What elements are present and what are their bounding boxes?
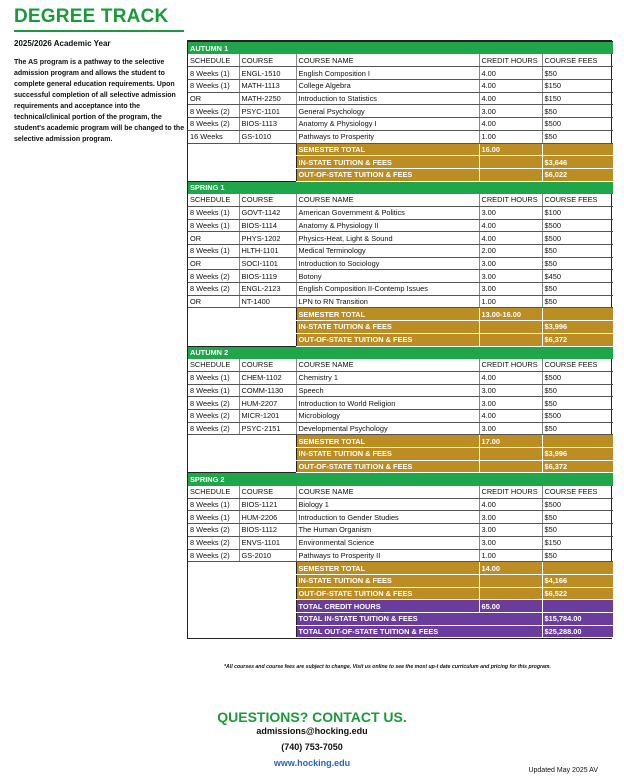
contact-phone: (740) 753-7050 bbox=[281, 742, 343, 752]
course-code: PHYS-1202 bbox=[239, 232, 296, 245]
page-title: DEGREE TRACK bbox=[14, 6, 169, 27]
semester-total-value: 16.00 bbox=[479, 143, 542, 156]
table-row bbox=[188, 67, 613, 80]
semester-total-value: 13.00-16.00 bbox=[479, 308, 542, 321]
course-schedule: 8 Weeks (1) bbox=[188, 384, 239, 397]
in-state-value: $3,646 bbox=[542, 156, 613, 169]
course-credits: 4.00 bbox=[479, 118, 542, 131]
course-fee: $50 bbox=[542, 524, 613, 537]
table-row bbox=[188, 130, 613, 143]
course-credits: 1.00 bbox=[479, 295, 542, 308]
course-credits: 3.00 bbox=[479, 397, 542, 410]
term-header-row bbox=[188, 473, 613, 486]
table-row bbox=[188, 105, 613, 118]
title-divider bbox=[14, 30, 184, 32]
in-state-label: IN-STATE TUITION & FEES bbox=[296, 448, 479, 461]
course-schedule: 8 Weeks (2) bbox=[188, 549, 239, 562]
course-credits: 3.00 bbox=[479, 257, 542, 270]
course-credits: 3.00 bbox=[479, 206, 542, 219]
course-credits: 3.00 bbox=[479, 422, 542, 435]
course-credits: 1.00 bbox=[479, 130, 542, 143]
course-header: COURSE bbox=[239, 359, 296, 372]
table-row bbox=[188, 219, 613, 232]
in-state-row bbox=[188, 574, 613, 587]
term-header-row bbox=[188, 181, 613, 194]
course-schedule: 8 Weeks (2) bbox=[188, 409, 239, 422]
course-fee: $50 bbox=[542, 245, 613, 258]
column-header-row bbox=[188, 194, 613, 207]
out-of-state-value: $6,022 bbox=[542, 168, 613, 181]
semester-total-value: 17.00 bbox=[479, 435, 542, 448]
blank-gold-cell bbox=[479, 587, 542, 600]
total-out-of-state-value: $25,288.00 bbox=[542, 625, 613, 638]
blank-cell bbox=[188, 435, 296, 448]
semester-total-label: SEMESTER TOTAL bbox=[296, 435, 479, 448]
in-state-row bbox=[188, 448, 613, 461]
course-fee: $150 bbox=[542, 92, 613, 105]
course-fee: $500 bbox=[542, 219, 613, 232]
course-fees-header: COURSE FEES bbox=[542, 359, 613, 372]
course-name: Pathways to Prosperity II bbox=[296, 549, 479, 562]
course-credits: 1.00 bbox=[479, 549, 542, 562]
course-header: COURSE bbox=[239, 54, 296, 67]
academic-year: 2025/2026 Academic Year bbox=[14, 39, 111, 48]
course-name: Anatomy & Physiology II bbox=[296, 219, 479, 232]
course-schedule: 8 Weeks (1) bbox=[188, 371, 239, 384]
blank-cell bbox=[188, 168, 296, 181]
blank-purple-cell bbox=[542, 600, 613, 613]
course-credits: 4.00 bbox=[479, 92, 542, 105]
semester-total-row bbox=[188, 435, 613, 448]
out-of-state-label: OUT-OF-STATE TUITION & FEES bbox=[296, 168, 479, 181]
in-state-row bbox=[188, 321, 613, 334]
out-of-state-row bbox=[188, 587, 613, 600]
out-of-state-value: $6,372 bbox=[542, 460, 613, 473]
course-credits: 4.00 bbox=[479, 409, 542, 422]
course-fee: $50 bbox=[542, 67, 613, 80]
out-of-state-label: OUT-OF-STATE TUITION & FEES bbox=[296, 333, 479, 346]
course-code: CHEM-1102 bbox=[239, 371, 296, 384]
semester-total-value: 14.00 bbox=[479, 562, 542, 575]
table-row bbox=[188, 206, 613, 219]
course-schedule: 8 Weeks (2) bbox=[188, 422, 239, 435]
course-code: MATH-1113 bbox=[239, 80, 296, 93]
course-name-header: COURSE NAME bbox=[296, 54, 479, 67]
table-row bbox=[188, 270, 613, 283]
table-row bbox=[188, 295, 613, 308]
course-fee: $500 bbox=[542, 409, 613, 422]
total-credit-row bbox=[188, 600, 613, 613]
course-code: BIOS-1121 bbox=[239, 498, 296, 511]
course-name: Medical Terminology bbox=[296, 245, 479, 258]
total-in-state-label: TOTAL IN-STATE TUITION & FEES bbox=[296, 612, 542, 625]
course-code: COMM-1130 bbox=[239, 384, 296, 397]
course-name: Introduction to Sociology bbox=[296, 257, 479, 270]
course-code: HUM-2206 bbox=[239, 511, 296, 524]
out-of-state-row bbox=[188, 168, 613, 181]
course-name: LPN to RN Transition bbox=[296, 295, 479, 308]
course-name: American Government & Politics bbox=[296, 206, 479, 219]
table-row bbox=[188, 498, 613, 511]
blank-gold-cell bbox=[542, 562, 613, 575]
in-state-label: IN-STATE TUITION & FEES bbox=[296, 321, 479, 334]
in-state-value: $3,996 bbox=[542, 448, 613, 461]
course-name: Chemistry 1 bbox=[296, 371, 479, 384]
course-header: COURSE bbox=[239, 486, 296, 499]
term-name: SPRING 2 bbox=[188, 473, 613, 486]
course-fee: $500 bbox=[542, 371, 613, 384]
course-name: Biology 1 bbox=[296, 498, 479, 511]
course-schedule: OR bbox=[188, 295, 239, 308]
course-fee: $50 bbox=[542, 397, 613, 410]
course-fee: $100 bbox=[542, 206, 613, 219]
course-credits: 4.00 bbox=[479, 219, 542, 232]
blank-cell bbox=[188, 625, 296, 638]
course-code: NT-1400 bbox=[239, 295, 296, 308]
table-row bbox=[188, 283, 613, 296]
course-fee: $450 bbox=[542, 270, 613, 283]
table-row bbox=[188, 80, 613, 93]
course-code: BIOS-1119 bbox=[239, 270, 296, 283]
course-schedule: 8 Weeks (1) bbox=[188, 80, 239, 93]
course-code: PSYC-1101 bbox=[239, 105, 296, 118]
course-name: Botony bbox=[296, 270, 479, 283]
blank-cell bbox=[188, 333, 296, 346]
out-of-state-label: OUT-OF-STATE TUITION & FEES bbox=[296, 587, 479, 600]
column-header-row bbox=[188, 486, 613, 499]
course-name: Developmental Psychology bbox=[296, 422, 479, 435]
course-schedule: 8 Weeks (1) bbox=[188, 498, 239, 511]
contact-email[interactable]: admissions@hocking.edu bbox=[256, 726, 368, 736]
disclaimer: *All courses and course fees are subject to change. Visit us online to see the most up-t date curriculum and pricing for this program. bbox=[224, 664, 551, 670]
course-fee: $50 bbox=[542, 257, 613, 270]
credit-hours-header: CREDIT HOURS bbox=[479, 486, 542, 499]
course-schedule: 8 Weeks (2) bbox=[188, 524, 239, 537]
term-header-row bbox=[188, 42, 613, 55]
blank-gold-cell bbox=[479, 168, 542, 181]
course-fees-header: COURSE FEES bbox=[542, 486, 613, 499]
table-row bbox=[188, 536, 613, 549]
blank-gold-cell bbox=[542, 435, 613, 448]
blank-cell bbox=[188, 156, 296, 169]
total-in-state-row bbox=[188, 612, 613, 625]
credit-hours-header: CREDIT HOURS bbox=[479, 194, 542, 207]
blank-cell bbox=[188, 143, 296, 156]
table-row bbox=[188, 524, 613, 537]
degree-track-table bbox=[187, 40, 612, 639]
course-schedule: 8 Weeks (2) bbox=[188, 105, 239, 118]
total-in-state-value: $15,784.00 bbox=[542, 612, 613, 625]
blank-cell bbox=[188, 587, 296, 600]
course-code: ENVS-1101 bbox=[239, 536, 296, 549]
course-code: GS-2010 bbox=[239, 549, 296, 562]
semester-total-row bbox=[188, 562, 613, 575]
course-fee: $50 bbox=[542, 549, 613, 562]
course-schedule: 8 Weeks (2) bbox=[188, 270, 239, 283]
course-fee: $50 bbox=[542, 422, 613, 435]
course-fee: $50 bbox=[542, 384, 613, 397]
course-header: COURSE bbox=[239, 194, 296, 207]
course-fees-header: COURSE FEES bbox=[542, 54, 613, 67]
course-schedule: 8 Weeks (2) bbox=[188, 118, 239, 131]
table-row bbox=[188, 257, 613, 270]
total-out-of-state-row bbox=[188, 625, 613, 638]
course-schedule: OR bbox=[188, 232, 239, 245]
in-state-label: IN-STATE TUITION & FEES bbox=[296, 156, 479, 169]
blank-cell bbox=[188, 308, 296, 321]
course-credits: 3.00 bbox=[479, 511, 542, 524]
course-schedule: 8 Weeks (2) bbox=[188, 283, 239, 296]
blank-gold-cell bbox=[542, 308, 613, 321]
blank-cell bbox=[188, 448, 296, 461]
semester-total-row bbox=[188, 143, 613, 156]
in-state-label: IN-STATE TUITION & FEES bbox=[296, 574, 479, 587]
course-fee: $50 bbox=[542, 283, 613, 296]
in-state-value: $3,996 bbox=[542, 321, 613, 334]
table-row bbox=[188, 371, 613, 384]
semester-total-label: SEMESTER TOTAL bbox=[296, 562, 479, 575]
course-schedule: 8 Weeks (1) bbox=[188, 245, 239, 258]
course-credits: 3.00 bbox=[479, 270, 542, 283]
course-name: College Algebra bbox=[296, 80, 479, 93]
course-fee: $150 bbox=[542, 80, 613, 93]
course-credits: 2.00 bbox=[479, 245, 542, 258]
table-row bbox=[188, 245, 613, 258]
total-credit-value: 65.00 bbox=[479, 600, 542, 613]
table-row bbox=[188, 232, 613, 245]
course-credits: 3.00 bbox=[479, 536, 542, 549]
course-credits: 4.00 bbox=[479, 498, 542, 511]
contact-heading: QUESTIONS? CONTACT US. bbox=[217, 709, 407, 725]
course-fee: $500 bbox=[542, 118, 613, 131]
out-of-state-row bbox=[188, 460, 613, 473]
course-fee: $150 bbox=[542, 536, 613, 549]
blank-gold-cell bbox=[479, 321, 542, 334]
course-schedule: OR bbox=[188, 92, 239, 105]
table-row bbox=[188, 409, 613, 422]
course-name: Speech bbox=[296, 384, 479, 397]
blank-cell bbox=[188, 460, 296, 473]
course-code: ENGL-2123 bbox=[239, 283, 296, 296]
table-row bbox=[188, 511, 613, 524]
course-name-header: COURSE NAME bbox=[296, 486, 479, 499]
blank-gold-cell bbox=[479, 460, 542, 473]
column-header-row bbox=[188, 359, 613, 372]
blank-cell bbox=[188, 574, 296, 587]
course-code: MATH-2250 bbox=[239, 92, 296, 105]
course-name-header: COURSE NAME bbox=[296, 194, 479, 207]
term-header-row bbox=[188, 346, 613, 359]
course-code: BIOS-1112 bbox=[239, 524, 296, 537]
course-name-header: COURSE NAME bbox=[296, 359, 479, 372]
course-name: Microbiology bbox=[296, 409, 479, 422]
course-name: Physics-Heat, Light & Sound bbox=[296, 232, 479, 245]
blank-cell bbox=[188, 562, 296, 575]
course-fee: $50 bbox=[542, 295, 613, 308]
course-credits: 4.00 bbox=[479, 67, 542, 80]
table-row bbox=[188, 118, 613, 131]
course-code: GOVT-1142 bbox=[239, 206, 296, 219]
course-fee: $50 bbox=[542, 511, 613, 524]
intro-paragraph: The AS program is a pathway to the selective admission program and allows the student to complete general education requirements. Upon successful completion of all selective admission requirements and acceptance into the technical/clinical portion of the program, the student's academic program will be changed to the selective admission program. bbox=[14, 59, 185, 143]
in-state-row bbox=[188, 156, 613, 169]
course-fee: $500 bbox=[542, 498, 613, 511]
course-credits: 4.00 bbox=[479, 371, 542, 384]
course-code: ENGL-1510 bbox=[239, 67, 296, 80]
schedule-header: SCHEDULE bbox=[188, 194, 239, 207]
course-credits: 4.00 bbox=[479, 232, 542, 245]
blank-gold-cell bbox=[479, 333, 542, 346]
course-name: Pathways to Prosperity bbox=[296, 130, 479, 143]
course-schedule: 8 Weeks (1) bbox=[188, 219, 239, 232]
course-credits: 3.00 bbox=[479, 384, 542, 397]
course-credits: 3.00 bbox=[479, 105, 542, 118]
course-fee: $50 bbox=[542, 105, 613, 118]
in-state-value: $4,166 bbox=[542, 574, 613, 587]
term-name: AUTUMN 2 bbox=[188, 346, 613, 359]
course-code: GS-1010 bbox=[239, 130, 296, 143]
course-schedule: OR bbox=[188, 257, 239, 270]
term-name: SPRING 1 bbox=[188, 181, 613, 194]
credit-hours-header: CREDIT HOURS bbox=[479, 54, 542, 67]
course-fee: $50 bbox=[542, 130, 613, 143]
semester-total-label: SEMESTER TOTAL bbox=[296, 308, 479, 321]
course-name: General Psychology bbox=[296, 105, 479, 118]
blank-gold-cell bbox=[479, 574, 542, 587]
course-credits: 3.00 bbox=[479, 283, 542, 296]
schedule-header: SCHEDULE bbox=[188, 486, 239, 499]
course-schedule: 8 Weeks (1) bbox=[188, 511, 239, 524]
term-name: AUTUMN 1 bbox=[188, 42, 613, 55]
out-of-state-row bbox=[188, 333, 613, 346]
column-header-row bbox=[188, 54, 613, 67]
course-code: HLTH-1101 bbox=[239, 245, 296, 258]
course-code: HUM-2207 bbox=[239, 397, 296, 410]
blank-cell bbox=[188, 600, 296, 613]
course-name: Anatomy & Physiology I bbox=[296, 118, 479, 131]
course-name: Introduction to Gender Studies bbox=[296, 511, 479, 524]
course-fees-header: COURSE FEES bbox=[542, 194, 613, 207]
updated-note: Updated May 2025 AV bbox=[528, 767, 598, 774]
course-schedule: 8 Weeks (1) bbox=[188, 206, 239, 219]
semester-total-label: SEMESTER TOTAL bbox=[296, 143, 479, 156]
course-schedule: 8 Weeks (1) bbox=[188, 67, 239, 80]
table-row bbox=[188, 92, 613, 105]
total-credit-label: TOTAL CREDIT HOURS bbox=[296, 600, 479, 613]
course-name: English Composition I bbox=[296, 67, 479, 80]
schedule-header: SCHEDULE bbox=[188, 359, 239, 372]
blank-gold-cell bbox=[542, 143, 613, 156]
course-code: PSYC-2151 bbox=[239, 422, 296, 435]
contact-website-link[interactable]: www.hocking.edu bbox=[273, 758, 351, 768]
blank-gold-cell bbox=[479, 448, 542, 461]
course-schedule: 8 Weeks (2) bbox=[188, 536, 239, 549]
blank-gold-cell bbox=[479, 156, 542, 169]
semester-total-row bbox=[188, 308, 613, 321]
course-credits: 4.00 bbox=[479, 80, 542, 93]
out-of-state-value: $6,372 bbox=[542, 333, 613, 346]
total-out-of-state-label: TOTAL OUT-OF-STATE TUITION & FEES bbox=[296, 625, 542, 638]
course-name: Environmental Science bbox=[296, 536, 479, 549]
credit-hours-header: CREDIT HOURS bbox=[479, 359, 542, 372]
table-row bbox=[188, 384, 613, 397]
table-row bbox=[188, 422, 613, 435]
course-schedule: 16 Weeks bbox=[188, 130, 239, 143]
course-name: English Composition II-Contemp Issues bbox=[296, 283, 479, 296]
course-name: Introduction to Statistics bbox=[296, 92, 479, 105]
blank-cell bbox=[188, 321, 296, 334]
blank-cell bbox=[188, 612, 296, 625]
course-name: The Human Organism bbox=[296, 524, 479, 537]
course-code: BIOS-1114 bbox=[239, 219, 296, 232]
course-fee: $500 bbox=[542, 232, 613, 245]
table-row bbox=[188, 397, 613, 410]
out-of-state-value: $6,522 bbox=[542, 587, 613, 600]
course-code: SOCI-1101 bbox=[239, 257, 296, 270]
course-name: Introduction to World Religion bbox=[296, 397, 479, 410]
table-row bbox=[188, 549, 613, 562]
course-code: MICR-1201 bbox=[239, 409, 296, 422]
course-schedule: 8 Weeks (2) bbox=[188, 397, 239, 410]
out-of-state-label: OUT-OF-STATE TUITION & FEES bbox=[296, 460, 479, 473]
schedule-header: SCHEDULE bbox=[188, 54, 239, 67]
course-credits: 3.00 bbox=[479, 524, 542, 537]
course-code: BIOS-1113 bbox=[239, 118, 296, 131]
